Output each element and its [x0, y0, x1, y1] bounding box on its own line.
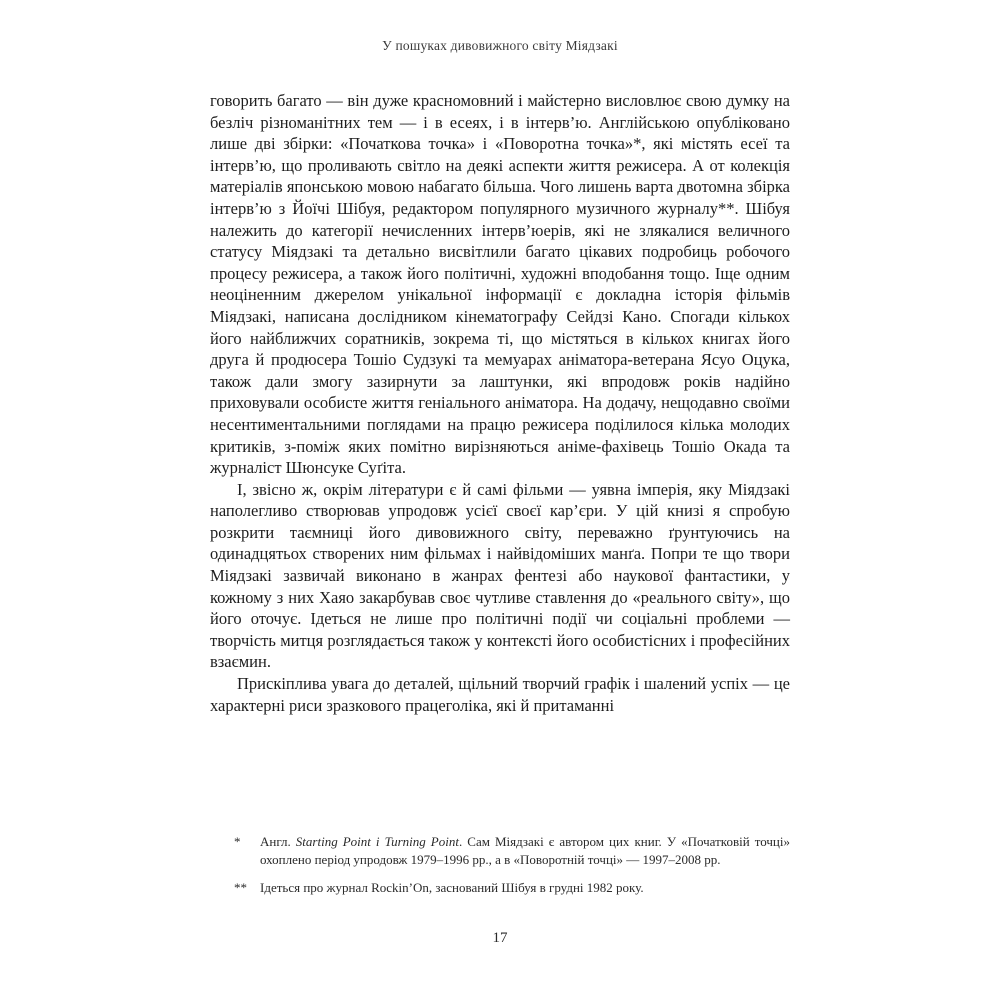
footnote	[234, 879, 790, 897]
footnote-text-italic: Starting Point і Turning Point	[295, 834, 459, 849]
footnote-text	[260, 833, 790, 868]
footnote-text: Ідеться про журнал Rockin’On, заснований Шібуя в грудні 1982 року.	[260, 880, 644, 896]
footnote-text-rest: . Сам Міядзакі є автором цих книг. У «Початковій точці» охоплено період упродовж 1979–1996 рр., а в «Поворотній точці» — 1997–2008 рр.	[260, 834, 790, 867]
paragraph: Прискіплива увага до деталей, щільний творчий графік і шалений успіх — це характерні риси зразкового працеголіка, які й притаманні	[210, 674, 790, 715]
paragraph-continued: говорить багато — він дуже красномовний і майстерно висловлює свою думку на безліч різноманітних тем — і в есеях, і в інтерв’ю. Англійською опубліковано лише дві збірки: «Початкова точка» і «Поворотна точка»*, які містять есеї та інтерв’ю, що проливають світло на деякі аспекти життя режисера. А от колекція матеріалів японською мовою набагато більша. Чого лишень варта двотомна збірка інтерв’ю з Йоїчі Шібуя, редактором популярного музичного журналу**. Шібуя належить до категорії нечисленних інтерв’юерів, які не злякалися величного статусу Міядзакі та детально висвітлили багато цікавих подробиць робочого процесу режисера, а також його політичні, художні вподобання тощо. Іще одним неоціненним джерелом унікальної інформації є докладна історія фільмів Міядзакі, написана дослідником кінематографу Сейдзі Кано. Спогади кількох його найближчих соратників, зокрема ті, що містяться в кількох книгах його друга й продюсера Тошіо Судзукі та мемуарах аніматора-ветерана Ясуо Оцука, також дали змогу зазирнути за лаштунки, які впродовж років надійно приховували особисте життя геніального аніматора. На додачу, нещодавно своїми несентиментальними поглядами на працю режисера поділилося кілька молодих критиків, з-поміж яких помітно вирізняються аніме-фахівець Тошіо Окада та журналіст Шюнсуке Суґіта.	[210, 91, 790, 478]
footnotes-section	[234, 833, 790, 908]
footnote-marker: *	[234, 834, 241, 849]
footnote-text-prefix: Англ.	[260, 834, 296, 849]
body-text	[210, 90, 790, 716]
running-header: У пошуках дивовижного світу Міядзакі	[382, 38, 618, 53]
paragraph: І, звісно ж, окрім літератури є й самі фільми — уявна імперія, яку Міядзакі наполегливо створював упродовж усієї своєї кар’єри. У цій книзі я спробую розкрити таємниці його дивовижного світу, переважно ґрунтуючись на одинадцятьох створених ним фільмах і найвідоміших манґа. Попри те що твори Міядзакі зазвичай виконано в жанрах фентезі або наукової фантастики, у кожному з них Хаяо закарбував своє чутливе ставлення до «реального світу», що його оточує. Ідеться не лише про політичні події чи соціальні проблеми — творчість митця розглядається також у контексті його особистісних і професійних взаємин.	[210, 479, 790, 672]
footnote	[234, 833, 790, 868]
page-number: 17	[492, 930, 508, 946]
footnote-marker: **	[234, 880, 247, 896]
